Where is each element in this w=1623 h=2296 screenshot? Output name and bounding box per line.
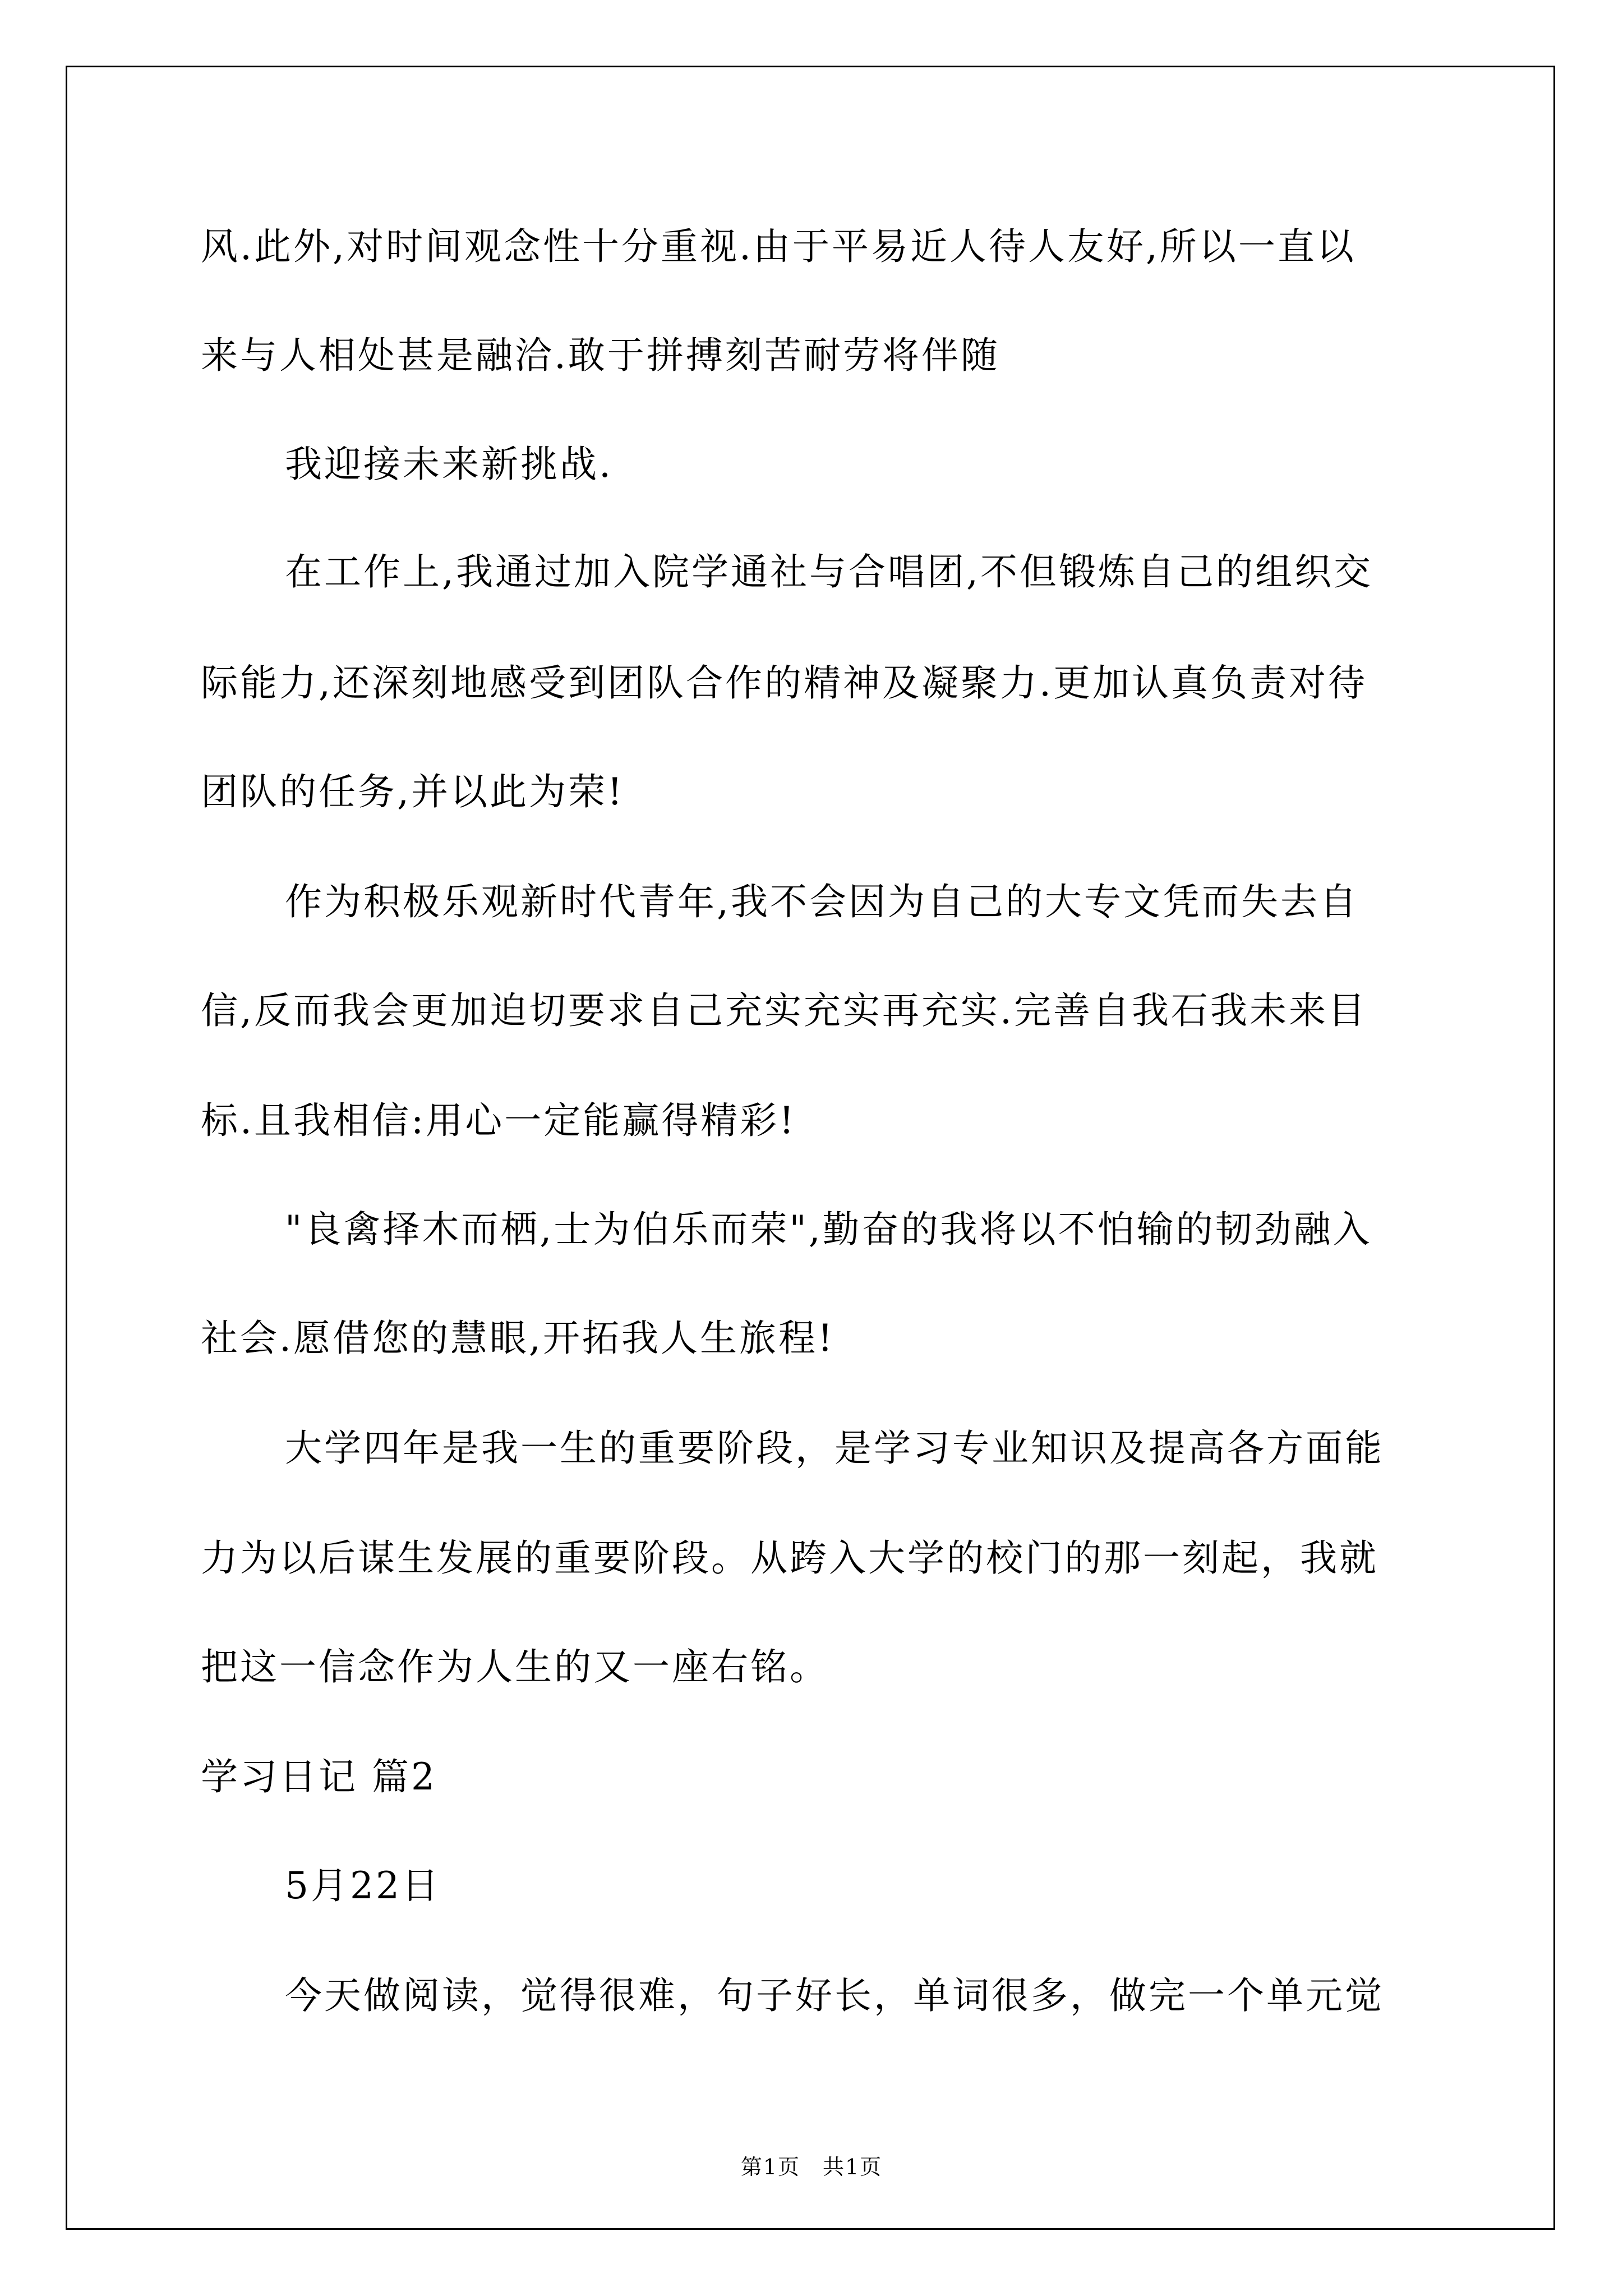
text-line: 大学四年是我一生的重要阶段，是学习专业知识及提高各方面能	[285, 1427, 1384, 1470]
text-line: 在工作上,我通过加入院学通社与合唱团,不但锻炼自己的组织交	[285, 550, 1373, 593]
text-line: 标.且我相信:用心一定能赢得精彩!	[201, 1099, 796, 1142]
text-line: 社会.愿借您的慧眼,开拓我人生旅程!	[201, 1317, 835, 1360]
text-line: 把这一信念作为人生的又一座右铭。	[201, 1645, 829, 1688]
text-line: "良禽择木而栖,士为伯乐而荣",勤奋的我将以不怕输的韧劲融入	[285, 1208, 1372, 1251]
page-number: 第1页 共1页	[740, 2155, 883, 2179]
text-line: 团队的任务,并以此为荣!	[201, 770, 625, 813]
text-line: 作为积极乐观新时代青年,我不会因为自己的大专文凭而失去自	[285, 880, 1359, 923]
text-line: 风.此外,对时间观念性十分重视.由于平易近人待人友好,所以一直以	[201, 225, 1356, 268]
text-line: 际能力,还深刻地感受到团队合作的精神及凝聚力.更加认真负责对待	[201, 661, 1367, 705]
text-line: 力为以后谋生发展的重要阶段。从跨入大学的校门的那一刻起，我就	[201, 1536, 1378, 1580]
text-line: 我迎接未来新挑战.	[285, 443, 613, 486]
text-line: 来与人相处甚是融洽.敢于拼搏刻苦耐劳将伴随	[201, 334, 1000, 377]
section-heading: 学习日记 篇2	[201, 1755, 437, 1798]
text-line: 今天做阅读，觉得很难，句子好长，单词很多，做完一个单元觉	[285, 1974, 1384, 2017]
date-line: 5月22日	[285, 1864, 441, 1907]
text-line: 信,反而我会更加迫切要求自己充实充实再充实.完善自我石我未来目	[201, 989, 1367, 1032]
